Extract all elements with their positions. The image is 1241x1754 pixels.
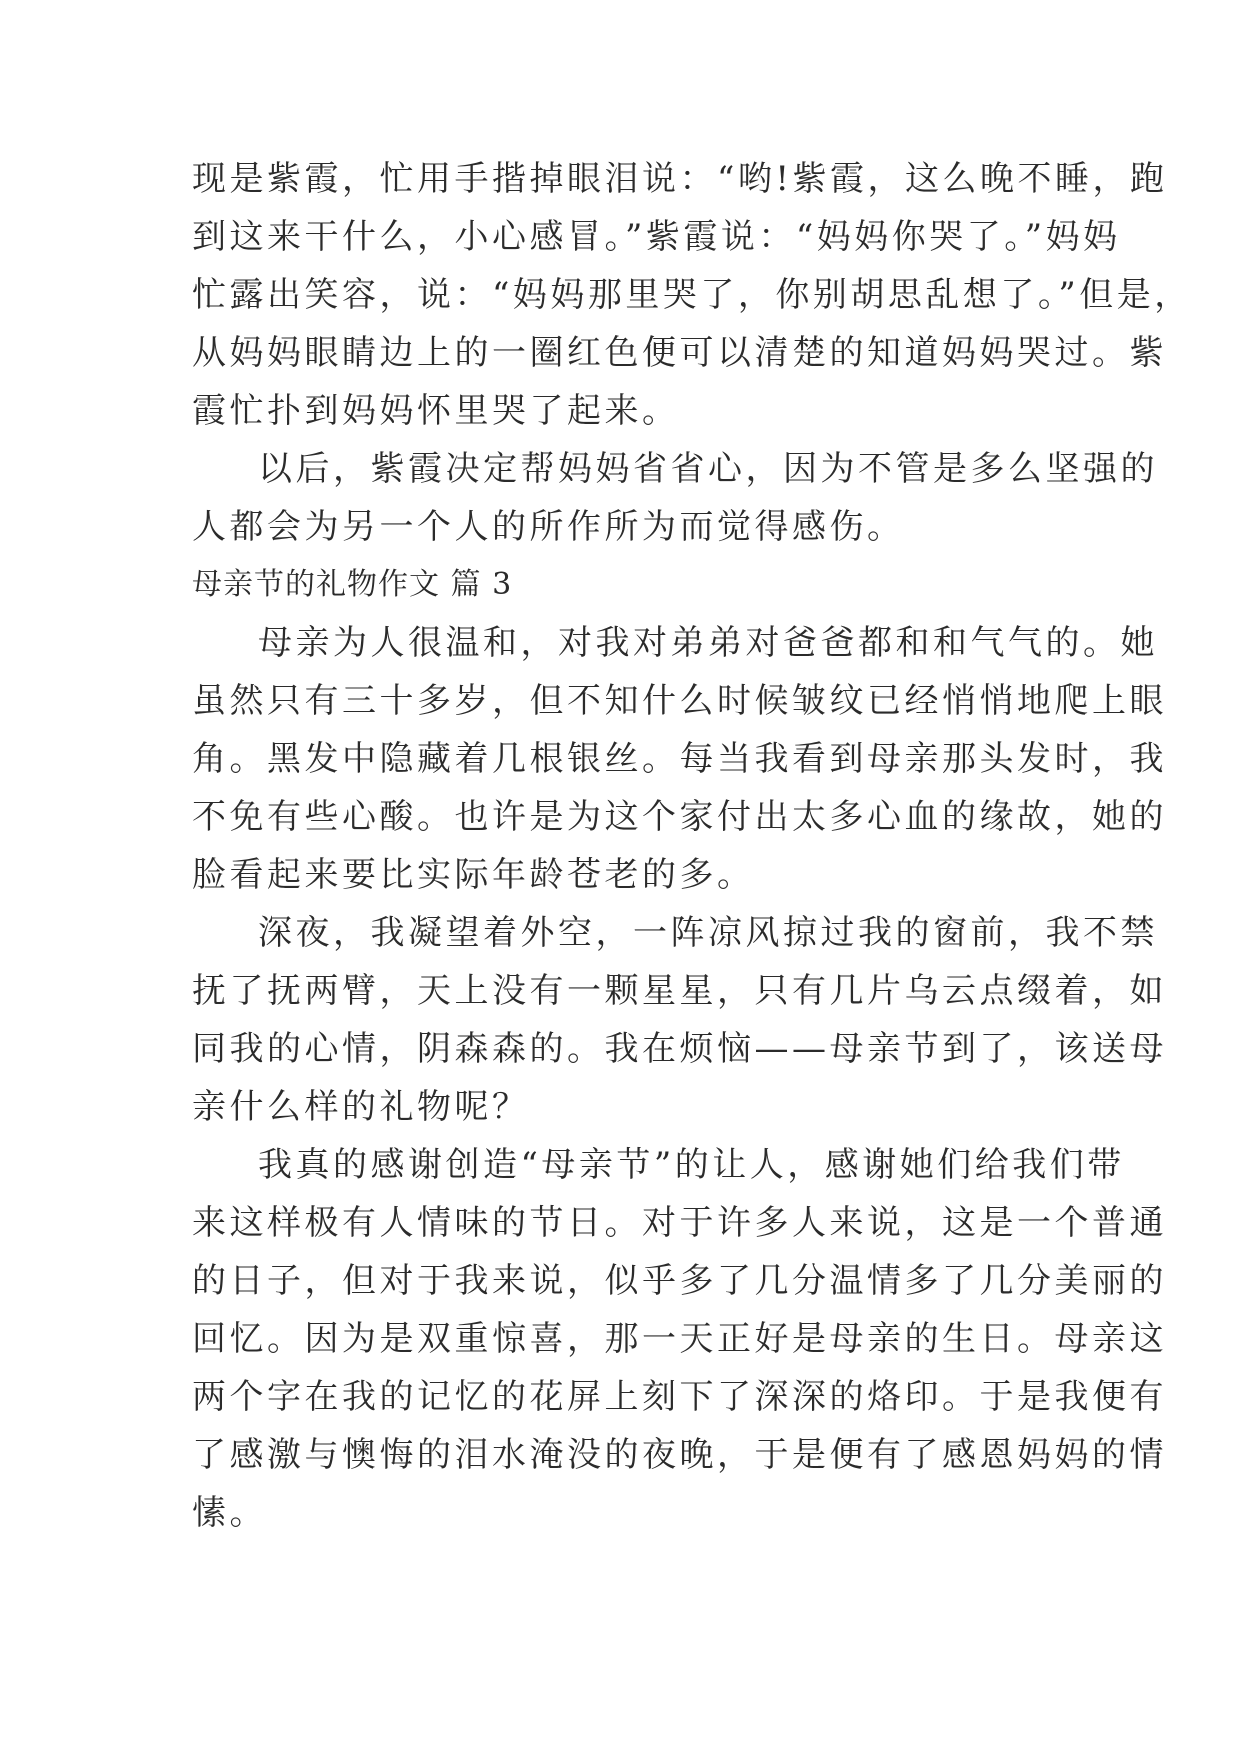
- paragraph-1-line-2: 到这来干什么，小心感冒。”紫霞说：“妈妈你哭了。”妈妈: [192, 217, 1121, 257]
- section-paragraph-3-line-3: 的日子，但对于我来说，似乎多了几分温情多了几分美丽的: [192, 1261, 1167, 1301]
- section-paragraph-1-line-3: 角。黑发中隐藏着几根银丝。每当我看到母亲那头发时，我: [192, 739, 1167, 779]
- section-heading: 母亲节的礼物作文 篇 3: [192, 567, 513, 602]
- paragraph-2-line-1: 以后，紫霞决定帮妈妈省省心，因为不管是多么坚强的: [258, 449, 1158, 489]
- section-paragraph-2-line-2: 抚了抚两臂，天上没有一颗星星，只有几片乌云点缀着，如: [192, 971, 1167, 1011]
- section-paragraph-3-line-2: 来这样极有人情味的节日。对于许多人来说，这是一个普通: [192, 1203, 1167, 1243]
- paragraph-1-line-3: 忙露出笑容，说：“妈妈那里哭了，你别胡思乱想了。”但是，: [192, 275, 1192, 315]
- section-paragraph-2-line-3: 同我的心情，阴森森的。我在烦恼——母亲节到了，该送母: [192, 1029, 1167, 1069]
- section-paragraph-1-line-1: 母亲为人很温和，对我对弟弟对爸爸都和和气气的。她: [258, 623, 1158, 663]
- section-paragraph-1-line-5: 脸看起来要比实际年龄苍老的多。: [192, 855, 755, 895]
- section-paragraph-1-line-4: 不免有些心酸。也许是为这个家付出太多心血的缘故，她的: [192, 797, 1167, 837]
- section-paragraph-1-line-2: 虽然只有三十多岁，但不知什么时候皱纹已经悄悄地爬上眼: [192, 681, 1167, 721]
- section-paragraph-3-line-6: 了感激与懊悔的泪水淹没的夜晚，于是便有了感恩妈妈的情: [192, 1435, 1167, 1475]
- paragraph-1-line-5: 霞忙扑到妈妈怀里哭了起来。: [192, 391, 680, 431]
- section-paragraph-3-line-1: 我真的感谢创造“母亲节”的让人，感谢她们给我们带: [258, 1145, 1125, 1185]
- section-paragraph-3-line-5: 两个字在我的记忆的花屏上刻下了深深的烙印。于是我便有: [192, 1377, 1167, 1417]
- paragraph-1-line-4: 从妈妈眼睛边上的一圈红色便可以清楚的知道妈妈哭过。紫: [192, 333, 1167, 373]
- section-paragraph-3-line-7: 愫。: [192, 1493, 267, 1533]
- section-paragraph-2-line-4: 亲什么样的礼物呢？: [192, 1087, 530, 1127]
- section-paragraph-3-line-4: 回忆。因为是双重惊喜，那一天正好是母亲的生日。母亲这: [192, 1319, 1167, 1359]
- paragraph-2-line-2: 人都会为另一个人的所作所为而觉得感伤。: [192, 507, 905, 547]
- document-body: [192, 150, 1192, 1542]
- paragraph-1-line-1: 现是紫霞，忙用手揩掉眼泪说：“哟!紫霞，这么晚不睡，跑: [192, 159, 1168, 199]
- section-paragraph-2-line-1: 深夜，我凝望着外空，一阵凉风掠过我的窗前，我不禁: [258, 913, 1158, 953]
